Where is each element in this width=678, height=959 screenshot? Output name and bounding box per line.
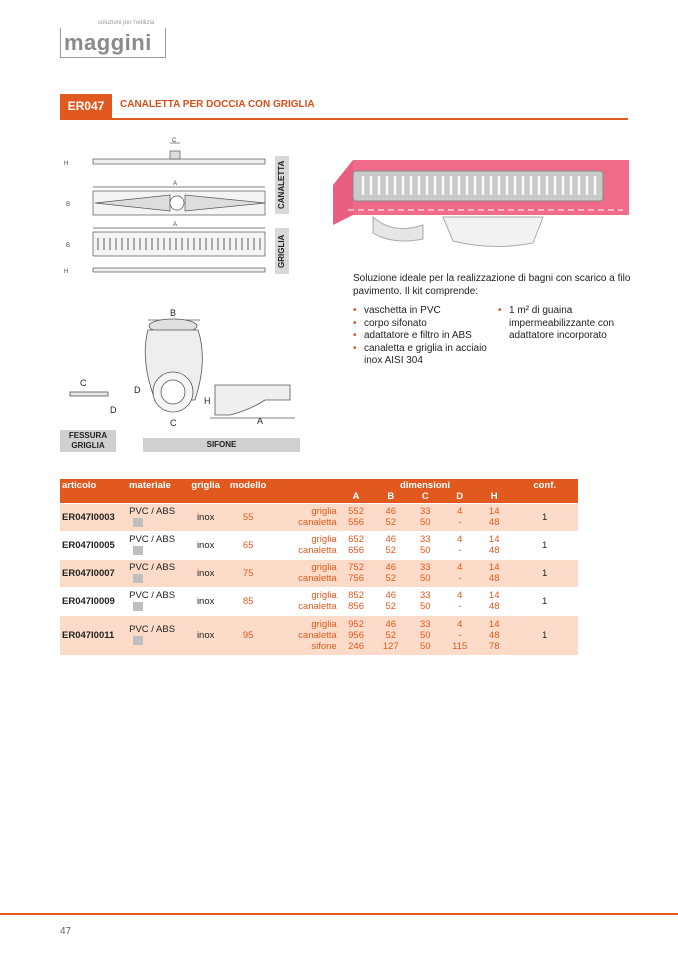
table-subheader-row [60, 491, 578, 503]
dim-d-value: 4 [457, 562, 463, 573]
dim-d-value: - [458, 545, 462, 556]
dim-b-value: 52 [385, 601, 397, 612]
modello-cell: 75 [225, 559, 271, 587]
dim-a [339, 559, 374, 587]
table-row [60, 615, 578, 655]
articolo-cell: ER047I0011 [60, 615, 127, 655]
brand-tagline: soluzioni per l'edilizia [98, 20, 155, 26]
material-swatch [133, 636, 143, 645]
dim-a-value: 552 [348, 506, 364, 517]
dim-a-value: 652 [348, 534, 364, 545]
list-item: • canaletta e griglia in acciaio inox AISI 304 [353, 343, 488, 368]
col-articolo: articolo [60, 479, 127, 491]
modello-cell: 65 [225, 531, 271, 559]
sifone-label: SIFONE [143, 438, 300, 452]
dim-a-value: 956 [348, 629, 364, 641]
dim-c-value: 33 [419, 506, 431, 517]
materiale-text: PVC / ABS [129, 506, 176, 517]
modello-cell: 55 [225, 503, 271, 531]
materiale-text: PVC / ABS [129, 562, 176, 573]
dim-h-value: 48 [488, 629, 500, 641]
svg-text:B: B [66, 202, 71, 208]
dim-d [442, 503, 477, 531]
material-swatch [133, 518, 143, 527]
siphon-technical-drawing [60, 300, 305, 430]
dim-c-value: 50 [419, 640, 431, 652]
table-row [60, 587, 578, 615]
articolo-cell: ER047I0003 [60, 503, 127, 531]
col-griglia: griglia [186, 479, 225, 491]
material-swatch [133, 546, 143, 555]
component-label [271, 503, 339, 531]
materiale-cell [127, 587, 186, 615]
dim-h-value: 48 [488, 573, 500, 584]
dim-c [408, 559, 442, 587]
col-h: H [477, 491, 511, 503]
col-d: D [442, 491, 477, 503]
dim-a-value: 752 [348, 562, 364, 573]
dim-b-value: 46 [385, 534, 397, 545]
dim-d-value: 4 [457, 590, 463, 601]
component-label [271, 531, 339, 559]
modello-cell: 95 [225, 615, 271, 655]
dim-c [408, 531, 442, 559]
articolo-cell: ER047I0007 [60, 559, 127, 587]
dim-d-value: - [458, 517, 462, 528]
component-label-value: griglia [311, 618, 337, 630]
materiale-cell [127, 531, 186, 559]
svg-text:C: C [80, 378, 87, 388]
svg-text:C: C [172, 138, 177, 144]
brand-logo [60, 20, 170, 60]
dim-b-value: 46 [385, 590, 397, 601]
dim-c-value: 33 [419, 534, 431, 545]
conf-cell: 1 [511, 587, 578, 615]
component-label-value: sifone [311, 640, 337, 652]
dim-c-value: 50 [419, 573, 431, 584]
dim-b-value: 46 [385, 506, 397, 517]
svg-text:D: D [110, 405, 117, 415]
col-b: B [373, 491, 408, 503]
dim-a-value: 856 [348, 601, 364, 612]
dim-h-value: 78 [488, 640, 500, 652]
fessura-griglia-label: FESSURA GRIGLIA [60, 430, 116, 452]
articolo-cell: ER047I0009 [60, 587, 127, 615]
material-swatch [133, 574, 143, 583]
dim-b-value: 46 [385, 618, 397, 630]
dim-a-value: 952 [348, 618, 364, 630]
materiale-text: PVC / ABS [129, 534, 176, 545]
griglia-cell: inox [186, 559, 225, 587]
brand-name: maggini [64, 30, 152, 55]
svg-text:D: D [134, 385, 141, 395]
dim-h [477, 615, 511, 655]
col-dimensioni: dimensioni [339, 479, 512, 491]
footer-rule [0, 913, 678, 915]
modello-cell: 85 [225, 587, 271, 615]
component-label-value: canaletta [298, 545, 337, 556]
svg-text:H: H [64, 269, 69, 275]
kit-list-right [498, 305, 628, 343]
material-swatch [133, 602, 143, 611]
dim-h-value: 14 [488, 618, 500, 630]
dim-d [442, 615, 477, 655]
griglia-cell: inox [186, 615, 225, 655]
component-label [271, 615, 339, 655]
table-row [60, 503, 578, 531]
svg-text:C: C [170, 418, 177, 428]
dim-b-value: 52 [385, 629, 397, 641]
dim-c-value: 33 [419, 618, 431, 630]
dim-b [373, 587, 408, 615]
conf-cell: 1 [511, 531, 578, 559]
dim-h [477, 503, 511, 531]
dim-b-value: 52 [385, 545, 397, 556]
materiale-text: PVC / ABS [129, 624, 176, 636]
component-label-value: griglia [311, 506, 337, 517]
dim-b [373, 559, 408, 587]
dim-b-value: 127 [382, 640, 399, 652]
dim-h-value: 14 [488, 562, 500, 573]
materiale-cell [127, 559, 186, 587]
component-label-value: griglia [311, 534, 337, 545]
svg-text:H: H [64, 161, 69, 167]
col-conf: conf. [511, 479, 578, 491]
conf-cell: 1 [511, 503, 578, 531]
dim-c-value: 33 [419, 562, 431, 573]
dim-c [408, 503, 442, 531]
conf-cell: 1 [511, 559, 578, 587]
dim-a-value: 756 [348, 573, 364, 584]
col-c: C [408, 491, 442, 503]
dim-d-value: 4 [457, 618, 463, 630]
dim-a [339, 503, 374, 531]
dim-c [408, 615, 442, 655]
component-label-value: canaletta [298, 629, 337, 641]
dim-a [339, 615, 374, 655]
component-label [271, 587, 339, 615]
dim-d-value: - [458, 629, 462, 641]
dim-h-value: 48 [488, 601, 500, 612]
dim-c-value: 50 [419, 601, 431, 612]
product-header [60, 94, 628, 120]
materiale-cell [127, 503, 186, 531]
dim-d-value: 4 [457, 506, 463, 517]
svg-text:A: A [173, 222, 178, 228]
dim-b-value: 52 [385, 517, 397, 528]
griglia-label: GRIGLIA [275, 228, 289, 274]
dim-c-value: 50 [419, 517, 431, 528]
component-label-value: griglia [311, 562, 337, 573]
table-header-row [60, 479, 578, 491]
list-item: • corpo sifonato [353, 318, 488, 331]
griglia-cell: inox [186, 503, 225, 531]
dim-d [442, 559, 477, 587]
svg-text:B: B [66, 243, 71, 249]
dim-a-value: 246 [348, 640, 364, 652]
list-item: • adattatore e filtro in ABS [353, 330, 488, 343]
dim-a [339, 587, 374, 615]
articolo-cell: ER047I0005 [60, 531, 127, 559]
col-materiale: materiale [127, 479, 186, 491]
griglia-cell: inox [186, 587, 225, 615]
svg-text:A: A [173, 181, 178, 187]
conf-cell: 1 [511, 615, 578, 655]
dim-h-value: 14 [488, 590, 500, 601]
dim-b [373, 615, 408, 655]
dim-h [477, 531, 511, 559]
dim-a-value: 656 [348, 545, 364, 556]
component-label [271, 559, 339, 587]
dim-h-value: 48 [488, 517, 500, 528]
product-description: Soluzione ideale per la realizzazione di bagni con scarico a filo pavimento. Il kit comprende: [353, 273, 631, 297]
dim-a-value: 852 [348, 590, 364, 601]
dim-d-value: - [458, 573, 462, 584]
kit-list-left [353, 305, 488, 368]
col-modello: modello [225, 479, 271, 491]
dim-d-value: - [458, 601, 462, 612]
dim-c [408, 587, 442, 615]
product-title: CANALETTA PER DOCCIA CON GRIGLIA [120, 99, 315, 110]
component-label-value: griglia [311, 590, 337, 601]
dim-c-value: 33 [419, 590, 431, 601]
dim-h [477, 559, 511, 587]
griglia-cell: inox [186, 531, 225, 559]
dim-d-value: 4 [457, 534, 463, 545]
dim-h-value: 14 [488, 506, 500, 517]
dim-b-value: 52 [385, 573, 397, 584]
dim-d [442, 587, 477, 615]
dim-a-value: 556 [348, 517, 364, 528]
list-item: • vaschetta in PVC [353, 305, 488, 318]
dim-b-value: 46 [385, 562, 397, 573]
dim-a [339, 531, 374, 559]
col-a: A [339, 491, 374, 503]
svg-text:A: A [257, 416, 264, 426]
materiale-text: PVC / ABS [129, 590, 176, 601]
dim-c-value: 50 [419, 629, 431, 641]
list-item: • 1 m² di guaina impermeabilizzante con adattatore incorporato [498, 305, 628, 343]
component-label-value: canaletta [298, 573, 337, 584]
dim-d-value: 115 [452, 640, 468, 652]
dim-h [477, 587, 511, 615]
canaletta-label: CANALETTA [275, 156, 289, 214]
dim-d [442, 531, 477, 559]
dim-c-value: 50 [419, 545, 431, 556]
materiale-cell [127, 615, 186, 655]
product-photo [333, 155, 629, 255]
channel-technical-drawing [60, 135, 275, 280]
component-label-value: canaletta [298, 517, 337, 528]
dim-b [373, 531, 408, 559]
dim-h-value: 14 [488, 534, 500, 545]
dim-h-value: 48 [488, 545, 500, 556]
component-label-value: canaletta [298, 601, 337, 612]
svg-text:B: B [170, 308, 177, 318]
page-number: 47 [60, 926, 72, 937]
table-row [60, 559, 578, 587]
dim-b [373, 503, 408, 531]
spec-table [60, 479, 578, 655]
svg-text:H: H [204, 396, 211, 406]
table-row [60, 531, 578, 559]
product-code: ER047 [60, 94, 112, 118]
